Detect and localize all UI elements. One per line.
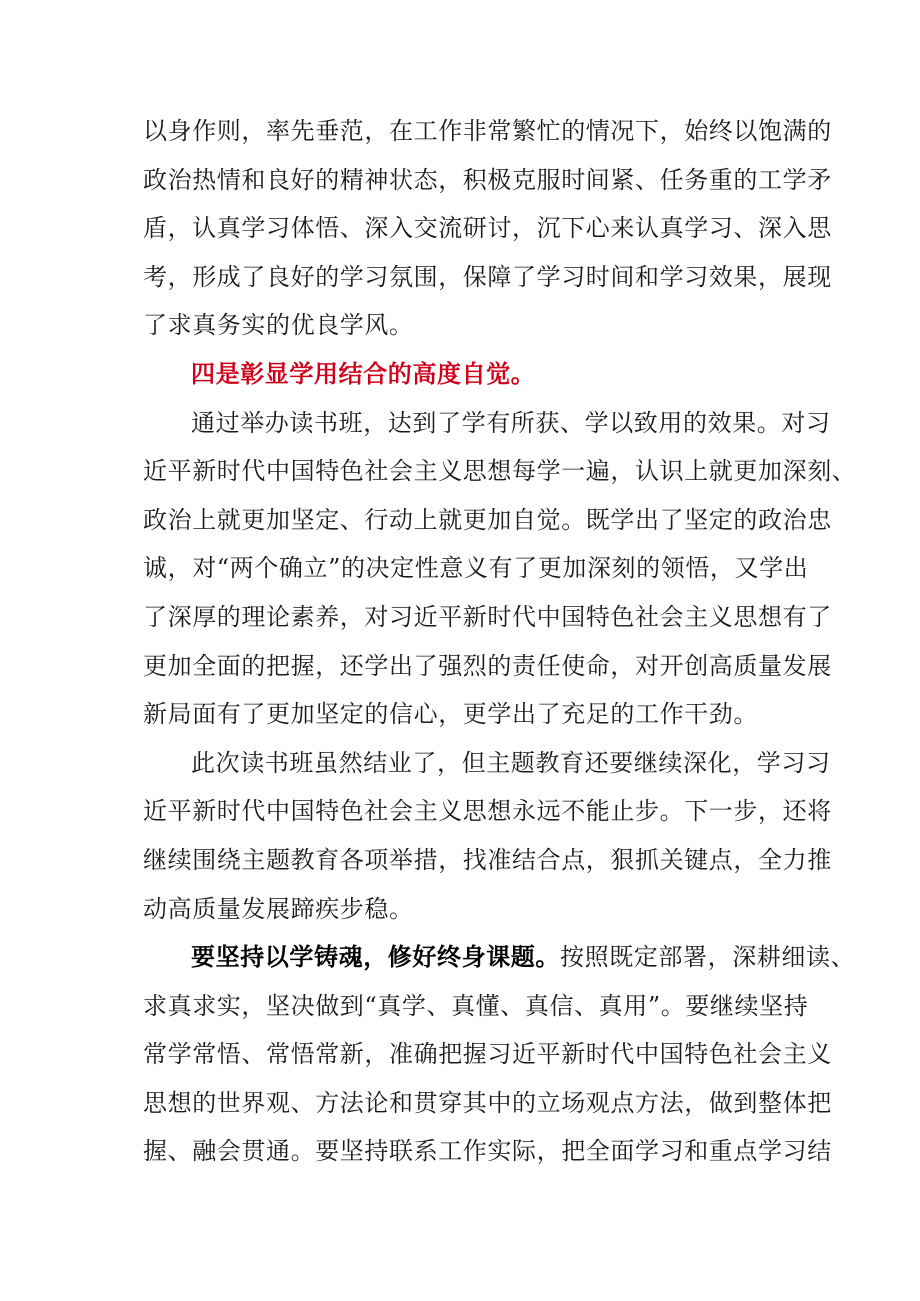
paragraph-line: 诚，对“两个确立”的决定性意义有了更加深刻的领悟，又学出 [143, 554, 809, 583]
document-body [143, 107, 857, 1176]
paragraph-line: 常学常悟、常悟常新，准确把握习近平新时代中国特色社会主义 [143, 1040, 832, 1069]
paragraph-line: 继续围绕主题教育各项举措，找准结合点，狠抓关键点，全力推 [143, 845, 832, 874]
paragraph-line: 思想的世界观、方法论和贯穿其中的立场观点方法，做到整体把 [143, 1088, 832, 1117]
paragraph-line: 近平新时代中国特色社会主义思想每学一遍，认识上就更加深刻、 [143, 457, 857, 486]
paragraph-line [143, 933, 856, 982]
paragraph-line: 此次读书班虽然结业了，但主题教育还要继续深化，学习习 [191, 748, 831, 777]
paragraph-line: 握、融会贯通。要坚持联系工作实际，把全面学习和重点学习结 [143, 1137, 832, 1166]
paragraph-line: 政治热情和良好的精神状态，积极克服时间紧、任务重的工学矛 [143, 165, 832, 194]
paragraph-line: 求真求实，坚决做到“真学、真懂、真信、真用”。要继续坚持 [143, 991, 809, 1020]
paragraph-line: 新局面有了更加坚定的信心，更学出了充足的工作干劲。 [143, 700, 758, 729]
paragraph-text: 按照既定部署，深耕细读、 [560, 943, 856, 972]
paragraph-line: 动高质量发展蹄疾步稳。 [143, 894, 414, 923]
paragraph-line: 以身作则，率先垂范，在工作非常繁忙的情况下，始终以饱满的 [143, 117, 832, 145]
paragraph-line: 考，形成了良好的学习氛围，保障了学习时间和学习效果，展现 [143, 262, 832, 291]
section-heading: 四是彰显学用结合的高度自觉。 [191, 358, 536, 388]
paragraph-line: 了深厚的理论素养，对习近平新时代中国特色社会主义思想有了 [143, 602, 832, 631]
paragraph-line: 近平新时代中国特色社会主义思想永远不能止步。下一步，还将 [143, 797, 832, 826]
paragraph-line: 通过举办读书班，达到了学有所获、学以致用的效果。对习 [191, 408, 831, 437]
paragraph-line: 政治上就更加坚定、行动上就更加自觉。既学出了坚定的政治忠 [143, 505, 832, 534]
paragraph-line: 盾，认真学习体悟、深入交流研讨，沉下心来认真学习、深入思 [143, 214, 832, 243]
paragraph-line: 了求真务实的优良学风。 [143, 311, 414, 340]
bold-lead-sentence: 要坚持以学铸魂，修好终身课题。 [191, 942, 560, 972]
paragraph-line: 更加全面的把握，还学出了强烈的责任使命，对开创高质量发展 [143, 651, 832, 680]
